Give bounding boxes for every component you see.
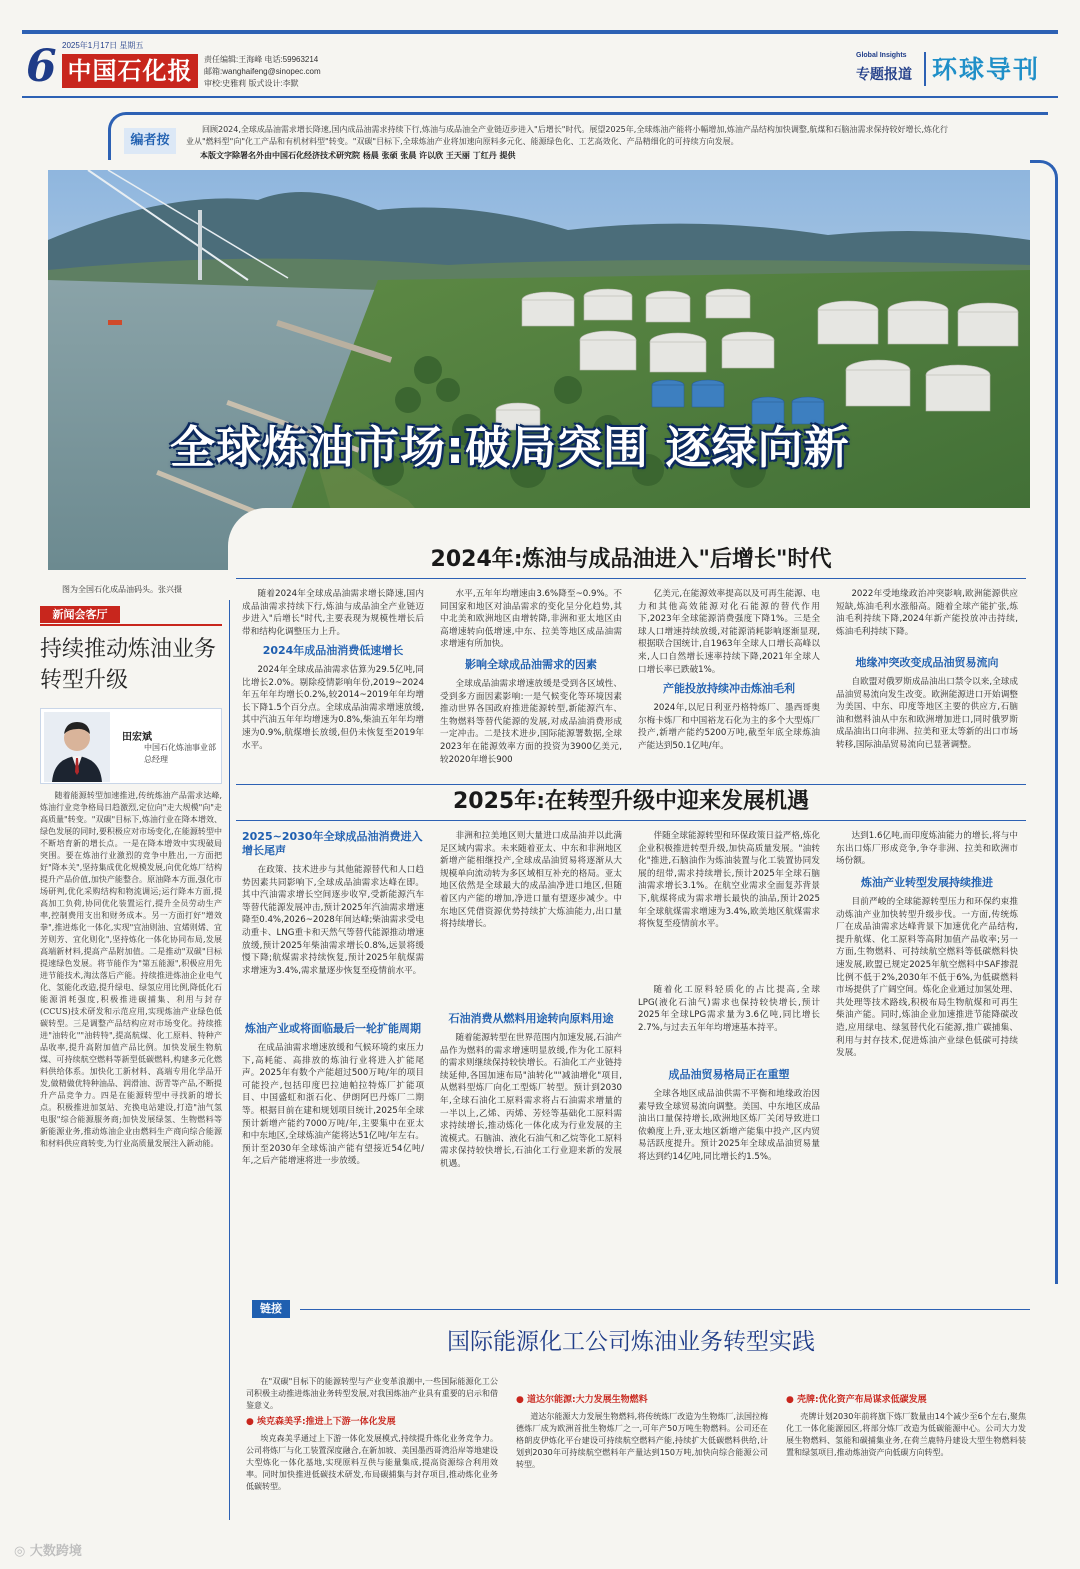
person-name: 田宏斌 (122, 732, 152, 743)
section2-title: 2025年:在转型升级中迎来发展机遇 (452, 789, 810, 814)
s2-col3 (638, 830, 820, 1268)
links-col2 (516, 1376, 768, 1523)
s1-subhead-4: 地缘冲突改变成品油贸易流向 (855, 656, 999, 669)
s2-col3-body: 随着化工原料轻质化的占比提高,全球LPG(液化石油气)需求也保持较快增长,预计2025年全球LPG需求量为3.6亿吨,同比增长2.7%,与过去五年年均增速基本持平。 (638, 985, 820, 1033)
editor-note-text: 回顾2024,全球成品油需求增长降速,国内成品油需求持续下行,炼油与成品油全产业链迈步进入"后增长"时代。展望2025年,全球炼油产能将小幅增加,炼油产品结构加快调整,航煤和石脑油需求保持较好增长,炼化行业从"燃料型"向"化工产品和有机材料型"转变。"双碳"目标下,全球炼油产业将加速向原料多元化、能源绿色化、工艺高效化、产品精细化的可持续方向发展。 (186, 125, 948, 146)
header-date-line (62, 40, 143, 51)
s2-subhead-1: 2025~2030年全球成品油消费进入增长尾声 (242, 830, 423, 857)
links-case3-body: 壳牌计划2030年前将旗下炼厂数量由14个减少至6个左右,聚焦化工一体化能源园区,将部分炼厂改造为低碳能源中心。公司大力发展生物燃料、氢能和碳捕集业务,在荷兰鹿特丹建设大型生物燃料装置和绿氢项目,推动炼油资产向低碳方向转型。 (786, 1412, 1026, 1457)
email-line: 邮箱:wanghaifeng@sinopec.com (204, 67, 321, 76)
s2-col3-body2: 全球各地区成品油供需不平衡和地缘政治因素导致全球贸易流向调整。美国、中东地区成品油出口量保持增长,欧洲地区炼厂关闭导致进口依赖度上升,亚太地区新增产能集中投产,区内贸易活跃度提升。预计2025年全球成品油贸易量将达到约14亿吨,同比增长约1.5%。 (638, 1089, 820, 1162)
links-label: 链接 (252, 1300, 290, 1318)
links-col3 (786, 1376, 1026, 1523)
watermark-text: 大数跨境 (29, 1544, 82, 1559)
s1-col4-body: 自欧盟对俄罗斯成品油出口禁令以来,全球成品油贸易流向发生改变。欧洲能源进口开始调整为美国、中东、印度等地区主要的供应方,石脑油和燃料油从中东和欧洲增加进口,同时俄罗斯成品油出口向非洲、拉美和亚太等新的出口市场转移,国际油品贸易流向已显著调整。 (836, 677, 1018, 750)
s1-col1 (242, 588, 424, 776)
s1-subhead-2: 影响全球成品油需求的因素 (465, 658, 597, 671)
s1-col1-body: 2024年全球成品油需求估算为29.5亿吨,同比增长2.0%。剔除疫情影响年份,2019~2024年五年年均增长0.2%,较2014~2019年年均增长下降1.5个百分点。全球成品油需求增速放缓,其中汽油五年年均增速为0.8%,柴油五年年均增速为0.9%,航煤增长放缓,但仍未恢复至2019年水平。 (242, 665, 424, 751)
frame-top (108, 112, 1048, 160)
frame-right (1030, 160, 1058, 1284)
s1-subhead-3: 产能投放持续冲击炼油毛利 (663, 682, 795, 695)
s2-col1-body: 在政策、技术进步与其他能源替代和人口趋势因素共同影响下,全球成品油需求达峰在即。其中汽油需求增长空间逐步收窄,受新能源汽车等替代能源发展冲击,预计2025年汽油需求增速降至0.4%,2026~2028年间达峰;柴油需求受电动重卡、LNG重卡和天然气等替代能源推动增速放缓,预计2025年柴油需求增长0.8%,远景将缓慢下降;航煤需求持续恢复,预计2025年航煤需求增速为3.4%,需求量逐步恢复至疫情前水平。 (242, 865, 424, 976)
s2-col1-body2: 在成品油需求增速放缓和气候环境约束压力下,高耗能、高排放的炼油行业将进入扩能尾声。2025年有数个产能超过500万吨/年的项目可能投产,包括印度巴拉迪帕拉特炼厂扩能项目、中国盛虹和浙石化、伊朗阿巴丹炼厂二期等。根据目前在建和规划项目统计,2025年全球预计新增产能约7000万吨/年,主要集中在亚太和中东地区,全球炼油产能将达51亿吨/年左右。预计至2030年全球炼油产能有望接近54亿吨/年,之后产能增速将进一步放缓。 (242, 1043, 424, 1167)
links-col1 (246, 1376, 498, 1517)
s1-col2 (440, 588, 622, 778)
header-divider (924, 52, 926, 86)
editor-info (204, 54, 321, 90)
avatar (44, 712, 110, 782)
top-rule (22, 30, 1058, 34)
links-title: 国际能源化工公司炼油业务转型实践 (447, 1329, 815, 1355)
links-rule (300, 1309, 1030, 1310)
photo-caption: 图为全国石化成品油码头。张兴摄 (62, 585, 182, 594)
s1-col3-body: 2024年,以尼日利亚丹格特炼厂、墨西哥奥尔梅卡炼厂和中国裕龙石化为主的多个大型炼厂投产,新增产能约5200万吨,截至年底全球炼油产能达到50.1亿吨/年。 (638, 703, 820, 751)
watermark (14, 1540, 82, 1559)
s1-col3-lead: 亿美元,在能源效率提高以及可再生能源、电力和其他高效能源对化石能源的替代作用下,2023年全球能源消费强度下降1%。三是全球人口增速持续放缓,对能源消耗影响逐渐显现,根据联合国统计,自1963年全球人口增长高峰以来,人口自然增长速率持续下降,2021年全球人口增长率已跌破1%。 (638, 589, 820, 675)
s2-col1 (242, 830, 424, 1280)
person-title: 中国石化炼油事业部总经理 (144, 743, 216, 764)
editor-note-label: 编者按 (124, 128, 176, 154)
editor-note-byline: 本版文字除署名外由中国石化经济技术研究院 杨晨 张硕 张晨 许以欣 王天丽 丁红丹 提供 (200, 151, 516, 160)
s2-col3-lead: 伴随全球能源转型和环保政策日益严格,炼化企业积极推进转型升级,加快高质量发展。"油转化"推进,石脑油作为炼油装置与化工装置协同发展的纽带,需求持续增长,预计2025年全球石脑油需求增长3.1%。在航空业需求全面复苏背景下,航煤将成为需求增长最快的油品,预计2025年全球航煤需求增速为3.4%,欧美地区航煤需求将恢复至疫情前水平。 (638, 831, 820, 930)
s1-col2-lead: 水平,五年年均增速由3.6%降至~0.9%。不同国家和地区对油品需求的变化呈分化趋势,其中北美和欧洲地区由增转降,非洲和亚太地区由高增速转向低增速,中东、拉美等地区成品油需求增速有所加快。 (440, 589, 622, 650)
links-case3-title (786, 1394, 1026, 1407)
s2-subhead-5: 炼油产业转型发展持续推进 (861, 876, 993, 889)
masthead-logo: 中国石化报 (62, 54, 198, 88)
s2-col2 (440, 830, 622, 1288)
s1-col4-lead: 2022年受地缘政治冲突影响,欧洲能源供应短缺,炼油毛利水涨船高。随着全球产能扩张,炼油毛利持续下降,2024年新产能投放冲击持续,炼油毛利持续下降。 (836, 589, 1018, 637)
links-case1-body: 埃克森美孚通过上下游一体化发展模式,持续提升炼化业务竞争力。公司将炼厂与化工装置深度融合,在新加坡、美国墨西哥湾沿岸等地建设大型炼化一体化基地,实现原料互供与能量集成,提高资源综合利用效率。同时加快推进低碳技术研发,布局碳捕集与封存项目,推动炼化业务低碳转型。 (246, 1434, 498, 1491)
issue-date: 2025年1月17日 (62, 41, 118, 50)
sidebar-divider (229, 600, 230, 1520)
s2-col4 (836, 830, 1018, 1286)
s1-col1-lead: 随着2024年全球成品油需求增长降速,国内成品油需求持续下行,炼油与成品油全产业链迈步进入"后增长"时代,主要表现为规模性增长后带和结构化调整压力上升。 (242, 589, 424, 637)
case1-title-text: 埃克森美孚:推进上下游一体化发展 (257, 1417, 396, 1427)
s1-col2-body: 全球成品油需求增速放缓是受到各区域性、受到多方面因素影响:一是气候变化等环境因素推动世界各国政府推进能源转型,新能源汽车、生物燃料等替代能源的发展,对成品油消费形成一定冲击。二是技术进步,国际能源署数据,全球2023年在能源效率方面的投资为3900亿美元,较2020年增长900 (440, 679, 622, 765)
s2-subhead-2: 炼油产业或将面临最后一轮扩能周期 (245, 1022, 421, 1035)
s1-col3 (638, 588, 820, 778)
sidebar-body: 随着能源转型加速推进,传统炼油产品需求达峰,炼油行业竞争格局日趋激烈,定位向"走大规模"向"走高质量"转变。"双碳"目标下,炼油行业在降本增效、绿色发展的同时,要积极应对市场变化,在能源转型中不断培育新的增长点。一是在降本增效中实现破局突围。要在炼油行业激烈的竞争中胜出,一方面把好"降本关",坚持集成优化规模发展,向优化炼厂结构提升产品价值,加快产能整合。原油降本方面,强化市场研判,优化采购结构和物流调运;运行降本方面,提高加工负荷,协同优化装置运行,提升全员劳动生产率,控制费用支出和财务成本。另一方面打好"增效拳",推进炼化一体化,实现"宜油则油、宜烯则烯、宜芳则芳、宜化则化",坚持炼化一体化协同布局,发展高端新材料,提高产品附加值。二是推动"双碳"目标提速绿色发展。将节能作为"第五能源",积极应用先进节能技术,淘汰落后产能。持续推进炼油企业电气化、氢能化改造,提升绿电、绿氢应用比例,降低化石能源消耗强度,积极推进碳捕集、利用与封存(CCUS)技术研发和示范应用,实现炼油产业绿色低碳转型。三是调整产品结构应对市场变化。持续推进"油转化""油转特",提高航煤、化工原料、特种产品收率,提升高附加值产品比例。加快发展生物航煤、可持续航空燃料等新型低碳燃料,构建多元化燃料供给体系。加快化工新材料、高端专用化学品开发,做精做优特种油品、润滑油、沥青等产品,不断提升产品竞争力。四是在能源转型中寻找新的增长点。积极推进加氢站、充换电站建设,打造"油气氢电服"综合能源服务商;加快发展绿氢、生物燃料等新能源业务,推动炼油企业由燃料生产商向综合能源和材料供应商转变,为行业高质量发展注入新动能。 (40, 791, 222, 1148)
links-case2-title (516, 1394, 768, 1407)
sidebar-title: 持续推动炼油业务转型升级 (40, 637, 217, 693)
s2-col4-lead: 达到1.6亿吨,而印度炼油能力的增长,将与中东出口炼厂形成竞争,争夺非洲、拉美和欧洲市场份额。 (836, 831, 1018, 867)
page-number: 6 (26, 41, 57, 92)
header-bottom-rule (22, 96, 1058, 98)
links-intro: 在"双碳"目标下的能源转型与产业变革浪潮中,一些国际能源化工公司积极主动推进炼油业务转型发展,对我国炼油产业具有重要的启示和借鉴意义。 (246, 1377, 498, 1410)
s2-col2-body: 随着能源转型在世界范围内加速发展,石油产品作为燃料的需求增速明显放缓,作为化工原料的需求则继续保持较快增长。石油化工产业链持续延伸,各国加速布局"油转化""减油增化"项目,从燃料型炼厂向化工型炼厂转型。预计到2030年,全球石油化工原料需求将占石油需求增量的一半以上,乙烯、丙烯、芳烃等基础化工原料需求持续增长,推动炼化一体化成为行业发展的主流模式。石脑油、液化石油气和乙烷等化工原料需求保持较快增长,石油化工行业迎来新的发展机遇。 (440, 1033, 622, 1169)
section1-title: 2024年:炼油与成品油进入"后增长"时代 (430, 547, 832, 572)
sidebar-rule (40, 624, 222, 626)
section2-top-rule (236, 784, 1026, 785)
main-title: 全球炼油市场:破局突围 逐绿向新 (170, 421, 850, 474)
review-line: 审校:史雅莉 版式设计:李默 (204, 79, 299, 88)
sidebar-label: 新闻会客厅 (40, 606, 120, 623)
s2-col2-lead: 非洲和拉美地区则大量进口成品油并以此满足区域内需求。未来随着亚太、中东和非洲地区新增产能相继投产,全球成品油贸易将逐渐从大规模单向流动转为多区域相互补充的格局。亚太地区依然是全球最大的成品油净进口地区,但随着区内产能的增加,净进口量有望逐步减少。中东地区凭借资源优势持续扩大炼油能力,出口量将持续增长。 (440, 831, 622, 930)
bullet-icon: ● (246, 1417, 257, 1427)
s1-col4 (836, 588, 1018, 778)
s2-col4-body: 目前严峻的全球能源转型压力和环保约束推动炼油产业加快转型升级步伐。一方面,传统炼厂在成品油需求达峰背景下加速优化产品结构,提升航煤、化工原料等高附加值产品收率;另一方面,生物燃料、可持续航空燃料等低碳燃料快速发展,欧盟已规定2025年航空燃料中SAF掺混比例不低于2%,2030年不低于6%,为低碳燃料市场提供了广阔空间。炼化企业通过加氢处理、共处理等技术路线,积极布局生物航煤和可再生柴油产能。同时,炼油企业加速推进节能降碳改造,应用绿电、绿氢替代化石能源,推广碳捕集、利用与封存技术,促进炼油产业绿色低碳可持续发展。 (836, 897, 1018, 1059)
case3-title-text: 壳牌:优化资产布局谋求低碳发展 (797, 1395, 927, 1405)
watermark-icon: ◎ (14, 1544, 30, 1559)
s2-subhead-3: 石油消费从燃料用途转向原料用途 (448, 1012, 614, 1025)
s2-subhead-4: 成品油贸易格局正在重塑 (668, 1068, 790, 1081)
bullet-icon: ● (516, 1395, 527, 1405)
issue-weekday: 星期五 (119, 41, 144, 50)
bullet-icon: ● (786, 1395, 797, 1405)
section-name: 环球导刊 (932, 55, 1041, 84)
brand-cn: 专题报道 (856, 67, 912, 83)
s1-subhead-1: 2024年成品油消费低速增长 (262, 644, 404, 657)
editor-line: 责任编辑:王海峰 电话:59963214 (204, 55, 319, 64)
portrait-icon (44, 712, 110, 782)
case2-title-text: 道达尔能源:大力发展生物燃料 (527, 1395, 648, 1405)
section1-rule (236, 578, 1026, 579)
section2-rule (236, 820, 1026, 821)
links-case1-title (246, 1416, 498, 1429)
links-case2-body: 道达尔能源大力发展生物燃料,将传统炼厂改造为生物炼厂,法国拉梅德炼厂成为欧洲首批生物炼厂之一,可年产50万吨生物燃料。公司还在格朗皮伊炼化平台建设可持续航空燃料产能,持续扩大低碳燃料供给,计划到2030年可持续航空燃料年产量达到150万吨,加快向综合能源公司转型。 (516, 1412, 768, 1469)
brand-en: Global Insights (856, 52, 907, 59)
